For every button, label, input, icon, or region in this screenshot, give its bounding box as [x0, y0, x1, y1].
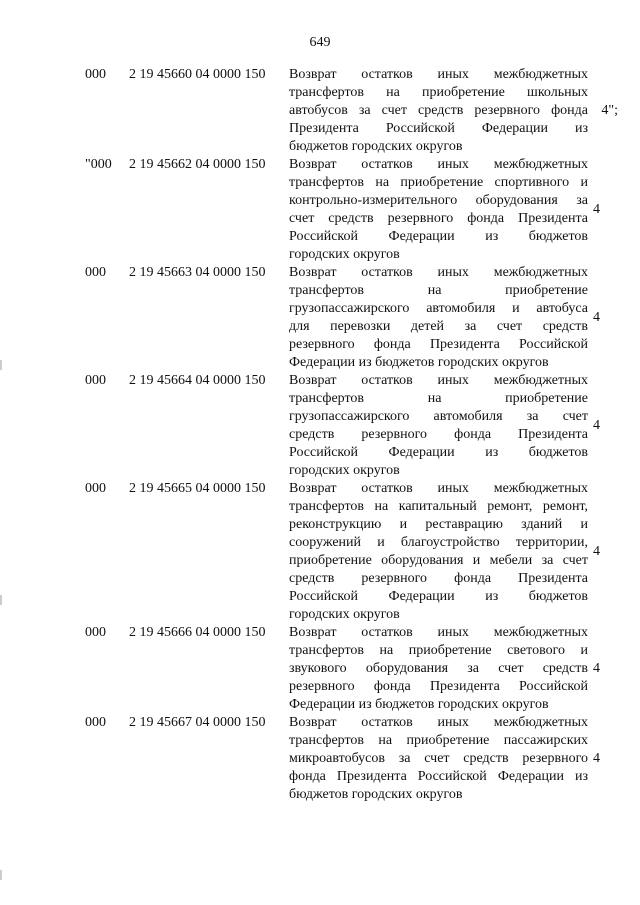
description-line: Возврат остатков иных межбюджетных: [289, 265, 588, 280]
description-line: контрольно-измерительного оборудования за: [289, 193, 588, 208]
income-description: [289, 156, 588, 264]
scan-edge-mark: [0, 870, 2, 880]
table-row: [0, 372, 640, 480]
description-line: приобретение оборудования и мебели за счет: [289, 553, 588, 568]
budget-classification-code: 2 19 45665 04 0000 150: [129, 481, 266, 496]
description-line: грузопассажирского автомобиля за счет: [289, 409, 588, 424]
description-line: автобусов за счет средств резервного фонда: [289, 103, 588, 118]
description-line: средств резервного фонда Президента: [289, 427, 588, 442]
table-row: [0, 480, 640, 624]
table-row: [0, 714, 640, 804]
description-line: средств резервного фонда Президента: [289, 571, 588, 586]
description-line: городских округов: [289, 607, 400, 622]
description-line: звукового оборудования за счет средств: [289, 661, 588, 676]
income-description: [289, 624, 588, 714]
description-line: для перевозки детей за счет средств: [289, 319, 588, 334]
description-line: бюджетов городских округов: [289, 787, 463, 802]
table-row: [0, 156, 640, 264]
description-line: трансфертов на приобретение: [289, 283, 588, 298]
description-line: реконструкцию и реставрацию зданий и: [289, 517, 588, 532]
admin-code: 000: [85, 373, 106, 388]
column-number: 4: [593, 661, 600, 676]
budget-classification-code: 2 19 45663 04 0000 150: [129, 265, 266, 280]
description-line: Возврат остатков иных межбюджетных: [289, 715, 588, 730]
description-line: трансфертов на приобретение спортивного и: [289, 175, 588, 190]
admin-code: 000: [85, 265, 106, 280]
budget-classification-code: 2 19 45667 04 0000 150: [129, 715, 266, 730]
description-line: резервного фонда Президента Российской: [289, 337, 588, 352]
admin-code: 000: [85, 625, 106, 640]
description-line: Российской Федерации из бюджетов: [289, 445, 588, 460]
scan-edge-mark: [0, 360, 2, 370]
income-description: [289, 264, 588, 372]
description-line: микроавтобусов за счет средств резервного: [289, 751, 588, 766]
admin-code: 000: [85, 481, 106, 496]
description-line: Президента Российской Федерации из: [289, 121, 588, 136]
description-line: трансфертов на приобретение светового и: [289, 643, 588, 658]
description-line: бюджетов городских округов: [289, 139, 463, 154]
budget-code-table: [0, 66, 640, 804]
column-number: 4: [593, 544, 600, 559]
description-line: фонда Президента Российской Федерации из: [289, 769, 588, 784]
page-number: 649: [309, 35, 331, 50]
description-line: Возврат остатков иных межбюджетных: [289, 373, 588, 388]
description-line: трансфертов на приобретение пассажирских: [289, 733, 588, 748]
table-row: [0, 624, 640, 714]
income-description: [289, 714, 588, 804]
description-line: Возврат остатков иных межбюджетных: [289, 625, 588, 640]
table-row: [0, 264, 640, 372]
description-line: сооружений и благоустройство территории,: [289, 535, 588, 550]
description-line: Федерации из бюджетов городских округов: [289, 355, 549, 370]
description-line: Российской Федерации из бюджетов: [289, 229, 588, 244]
description-line: Возврат остатков иных межбюджетных: [289, 67, 588, 82]
description-line: городских округов: [289, 463, 400, 478]
admin-code: "000: [85, 157, 112, 172]
budget-classification-code: 2 19 45660 04 0000 150: [129, 67, 266, 82]
admin-code: 000: [85, 715, 106, 730]
description-line: трансфертов на приобретение школьных: [289, 85, 588, 100]
budget-classification-code: 2 19 45664 04 0000 150: [129, 373, 266, 388]
description-line: Федерации из бюджетов городских округов: [289, 697, 549, 712]
income-description: [289, 372, 588, 480]
column-number: 4: [593, 751, 600, 766]
description-line: трансфертов на капитальный ремонт, ремонт,: [289, 499, 588, 514]
description-line: Возврат остатков иных межбюджетных: [289, 481, 588, 496]
description-line: счет средств резервного фонда Президента: [289, 211, 588, 226]
table-row: [0, 66, 640, 156]
description-line: Возврат остатков иных межбюджетных: [289, 157, 588, 172]
admin-code: 000: [85, 67, 106, 82]
description-line: Российской Федерации из бюджетов: [289, 589, 588, 604]
description-line: резервного фонда Президента Российской: [289, 679, 588, 694]
description-line: грузопассажирского автомобиля и автобуса: [289, 301, 588, 316]
budget-classification-code: 2 19 45662 04 0000 150: [129, 157, 266, 172]
scan-edge-mark: [0, 595, 2, 605]
column-number: 4: [593, 310, 600, 325]
column-number: 4";: [601, 103, 618, 118]
column-number: 4: [593, 418, 600, 433]
column-number: 4: [593, 202, 600, 217]
income-description: [289, 480, 588, 624]
budget-classification-code: 2 19 45666 04 0000 150: [129, 625, 266, 640]
income-description: [289, 66, 588, 156]
description-line: трансфертов на приобретение: [289, 391, 588, 406]
description-line: городских округов: [289, 247, 400, 262]
